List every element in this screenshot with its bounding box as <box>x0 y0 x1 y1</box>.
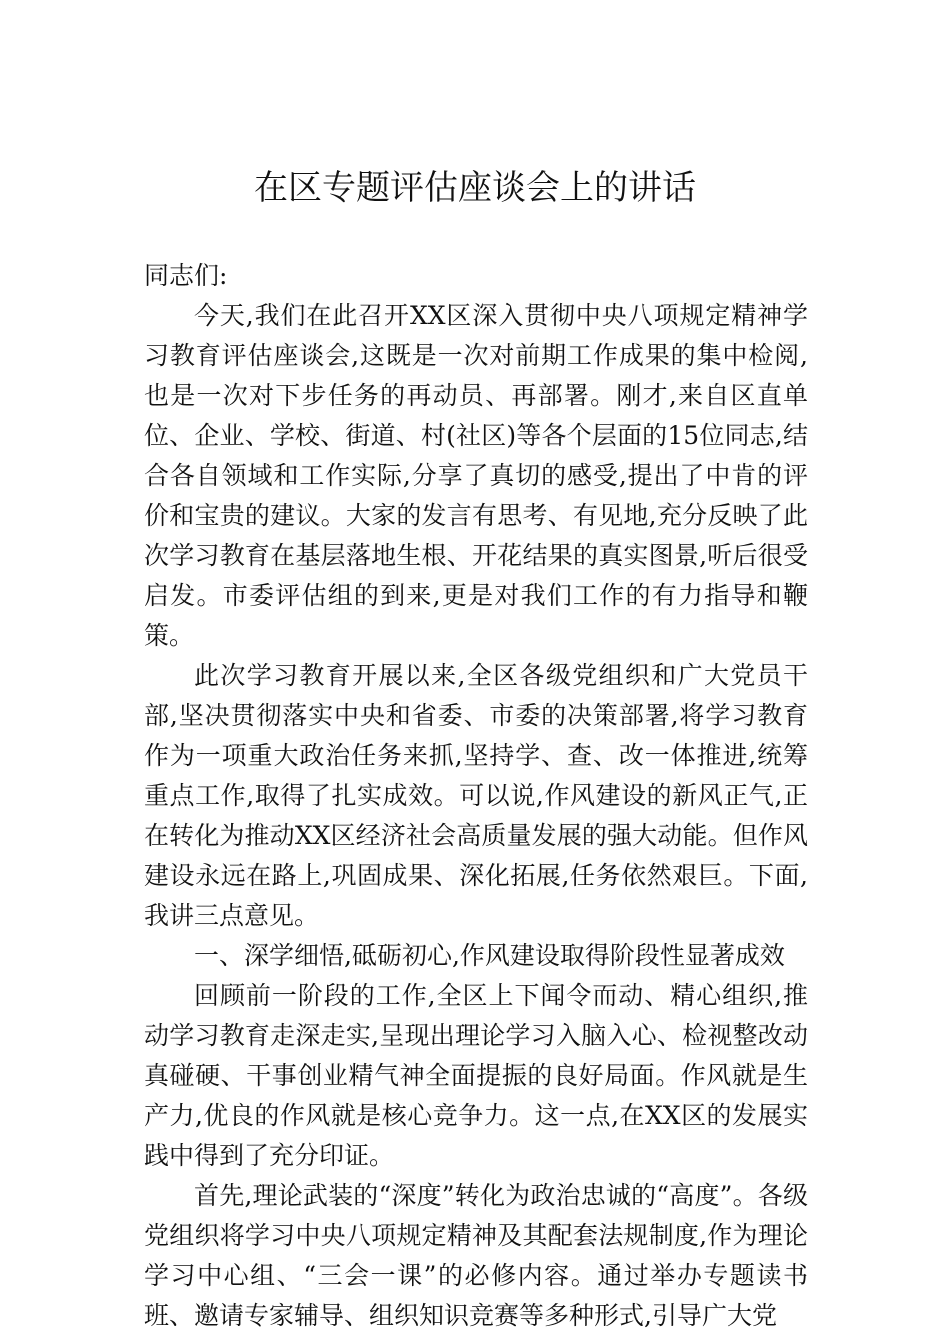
document-title: 在区专题评估座谈会上的讲话 <box>254 168 696 208</box>
document-body <box>144 256 808 1336</box>
paragraph-review: 回顾前一阶段的工作,全区上下闻令而动、精心组织,推动学习教育走深走实,呈现出理论学习入脑入心、检视整改动真碰硬、干事创业精气神全面提振的良好局面。作风就是生产力,优良的作风就是核心竞争力。这一点,在XX区的发展实践中得到了充分印证。 <box>144 981 808 1170</box>
salutation: 同志们: <box>144 261 228 290</box>
paragraph-opening: 今天,我们在此召开XX区深入贯彻中央八项规定精神学习教育评估座谈会,这既是一次对前期工作成果的集中检阅,也是一次对下步任务的再动员、再部署。刚才,来自区直单位、企业、学校、街道、村(社区)等各个层面的15位同志,结合各自领域和工作实际,分享了真切的感受,提出了中肯的评价和宝贵的建议。大家的发言有思考、有见地,充分反映了此次学习教育在基层落地生根、开花结果的真实图景,听后很受启发。市委评估组的到来,更是对我们工作的有力指导和鞭策。 <box>144 301 808 650</box>
paragraph-first-point: 首先,理论武装的“深度”转化为政治忠诚的“高度”。各级党组织将学习中央八项规定精神及其配套法规制度,作为理论学习中心组、“三会一课”的必修内容。通过举办专题读书班、邀请专家辅导、组织知识竞赛等多种形式,引导广大党 <box>144 1181 808 1330</box>
section-heading-one: 一、深学细悟,砥砺初心,作风建设取得阶段性显著成效 <box>194 941 785 970</box>
paragraph-overview: 此次学习教育开展以来,全区各级党组织和广大党员干部,坚决贯彻落实中央和省委、市委的决策部署,将学习教育作为一项重大政治任务来抓,坚持学、查、改一体推进,统筹重点工作,取得了扎实成效。可以说,作风建设的新风正气,正在转化为推动XX区经济社会高质量发展的强大动能。但作风建设永远在路上,巩固成果、深化拓展,任务依然艰巨。下面,我讲三点意见。 <box>144 661 808 930</box>
